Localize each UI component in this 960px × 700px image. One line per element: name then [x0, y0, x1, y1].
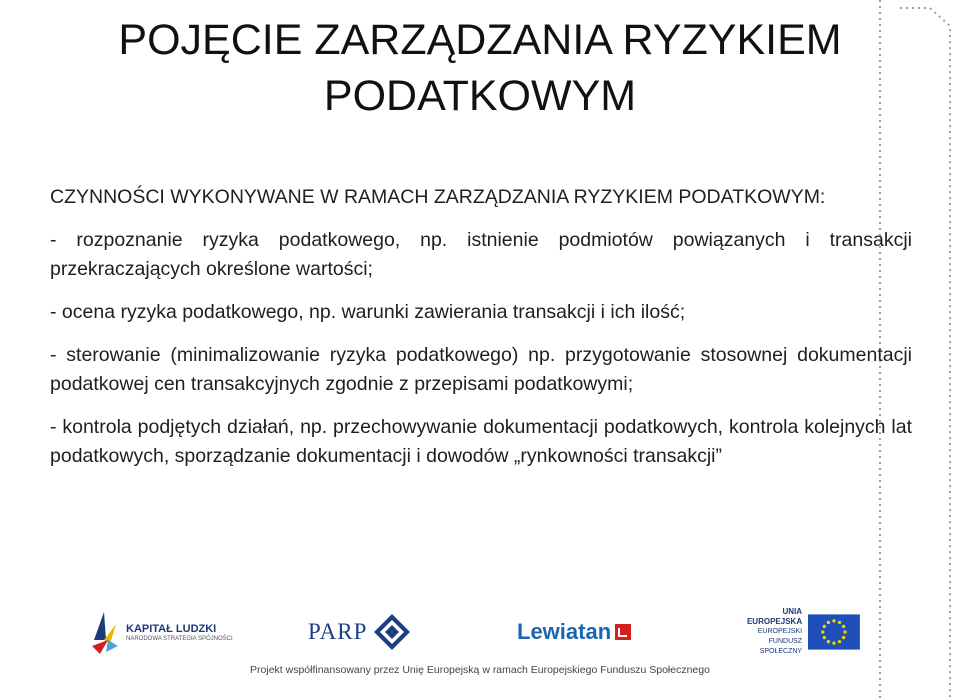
kapital-ludzki-icon: [90, 610, 120, 654]
title-line-1: POJĘCIE ZARZĄDZANIA RYZYKIEM: [118, 16, 842, 64]
kapital-ludzki-label: KAPITAŁ LUDZKI: [126, 622, 217, 635]
kapital-ludzki-sublabel: NARODOWA STRATEGIA SPÓJNOŚCI: [126, 635, 233, 642]
lewiatan-logo: [517, 606, 633, 658]
eu-flag-icon: [808, 613, 860, 651]
section-heading: CZYNNOŚCI WYKONYWANE W RAMACH ZARZĄDZANIA RYZYKIEM PODATKOWYM:: [50, 186, 826, 208]
list-item: - ocena ryzyka podatkowego, np. warunki zawierania transakcji i ich ilość;: [50, 301, 686, 323]
parp-label: PARP: [308, 619, 368, 644]
list-item: - rozpoznanie ryzyka podatkowego, np. istnienie podmiotów powiązanych i transakcji przekraczających określone wartości;: [50, 229, 912, 280]
list-item: - kontrola podjętych działań, np. przechowywanie dokumentacji podatkowych, kontrola kolejnych lat podatkowych, sporządzanie dokumentacji i dowodów „rynkowności transakcji”: [50, 416, 912, 467]
list-item: - sterowanie (minimalizowanie ryzyka podatkowego) np. przygotowanie stosownej dokumentacji podatkowej cen transakcyjnych zgodnie z przepisami podatkowymi;: [50, 344, 912, 395]
parp-logo: [308, 606, 411, 658]
page-title: [50, 12, 910, 124]
eu-logo: [730, 606, 860, 658]
kapital-ludzki-logo: [90, 606, 233, 658]
lewiatan-icon: [615, 622, 633, 642]
title-line-2: PODATKOWYM: [323, 72, 637, 120]
content-body: [50, 183, 912, 471]
eu-label: UNIA EUROPEJSKA: [746, 607, 803, 626]
eu-sublabel-2: FUNDUSZ SPOŁECZNY: [759, 638, 803, 655]
lewiatan-label: Lewiatan: [517, 619, 612, 644]
logo-bar: [80, 606, 860, 658]
eu-sublabel-1: EUROPEJSKI: [757, 628, 803, 635]
footer-note: Projekt współfinansowany przez Unię Europejską w ramach Europejskiego Funduszu Społecznego: [250, 664, 710, 676]
parp-icon: [373, 613, 411, 651]
